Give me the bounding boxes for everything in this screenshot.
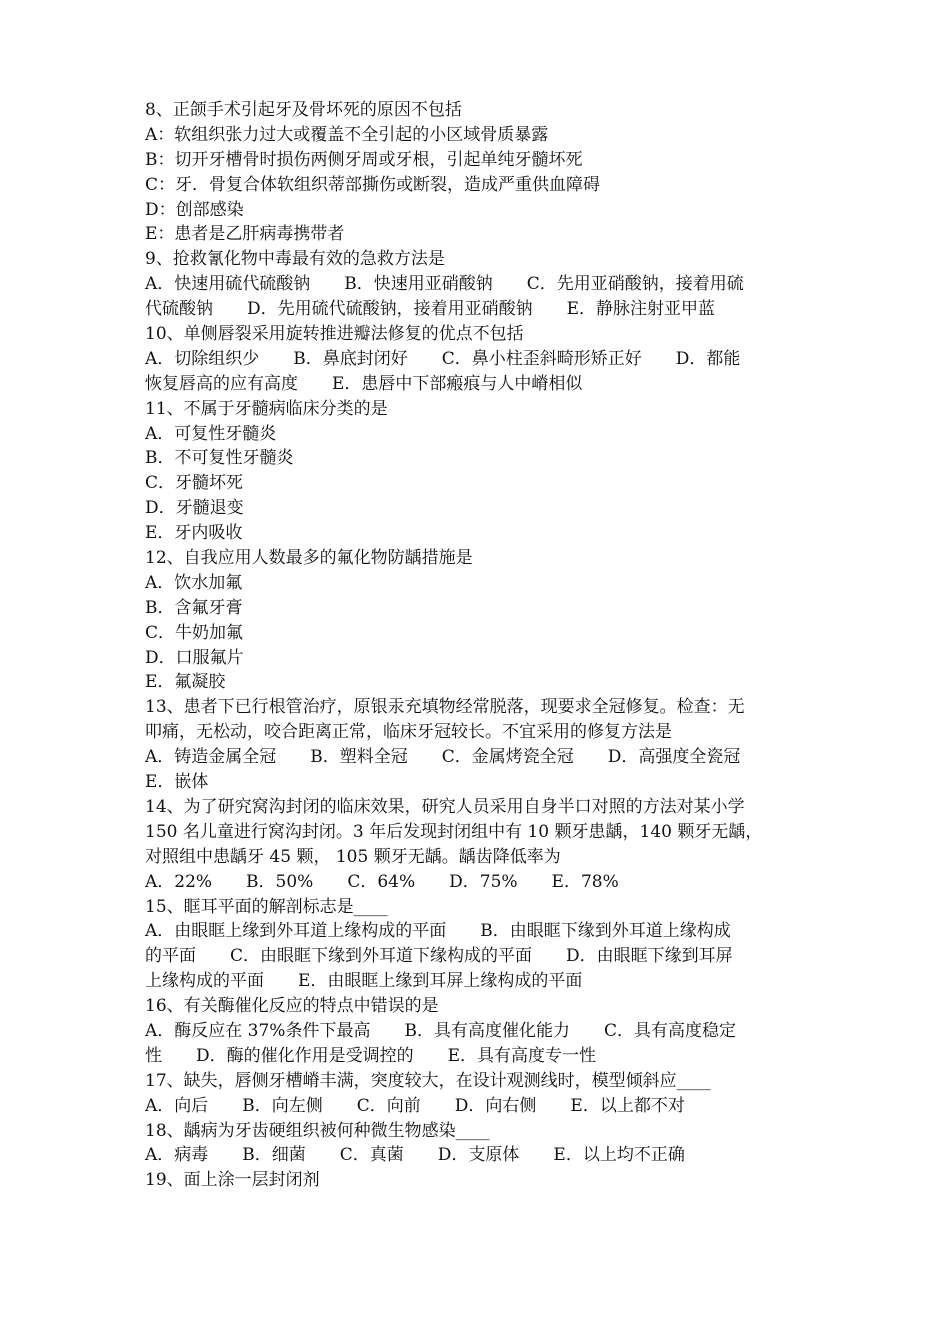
question-8-option-c: C：牙．骨复合体软组织蒂部撕伤或断裂，造成严重供血障碍 [145, 174, 601, 195]
question-12-option-e: E．氟凝胶 [145, 672, 226, 693]
question-12-option-c: C．牛奶加氟 [145, 622, 244, 643]
question-13-title-line-1: 13、患者下已行根管治疗，原银汞充填物经常脱落，现要求全冠修复。检查：无 [145, 697, 745, 718]
question-8-option-b: B：切开牙槽骨时损伤两侧牙周或牙根，引起单纯牙髓坏死 [145, 149, 583, 170]
question-10-title: 10、单侧唇裂采用旋转推进瓣法修复的优点不包括 [145, 324, 524, 345]
question-10-options-line-1: A．切除组织少 B．鼻底封闭好 C．鼻小柱歪斜畸形矫正好 D．都能 [145, 348, 741, 369]
exam-document [145, 98, 815, 1193]
question-15-title: 15、眶耳平面的解剖标志是____ [145, 896, 388, 917]
question-9-title: 9、抢救氰化物中毒最有效的急救方法是 [145, 249, 445, 270]
question-14-options: A．22% B．50% C．64% D．75% E．78% [145, 871, 619, 892]
question-12-option-d: D．口服氟片 [145, 647, 244, 668]
question-18-title: 18、龋病为牙齿硬组织被何种微生物感染____ [145, 1120, 490, 1141]
question-15-options-line-1: A．由眼眶上缘到外耳道上缘构成的平面 B．由眼眶下缘到外耳道上缘构成 [145, 921, 731, 942]
question-11-option-b: B．不可复性牙髓炎 [145, 448, 294, 469]
question-16-options-line-2: 性 D．酶的催化作用是受调控的 E．具有高度专一性 [145, 1045, 597, 1066]
question-16-title: 16、有关酶催化反应的特点中错误的是 [145, 996, 439, 1017]
question-19-title: 19、面上涂一层封闭剂 [145, 1170, 320, 1191]
question-18-options: A．病毒 B．细菌 C．真菌 D．支原体 E．以上均不正确 [145, 1145, 685, 1166]
question-11-option-e: E．牙内吸收 [145, 523, 243, 544]
question-13-options-line-2: E．嵌体 [145, 772, 209, 793]
question-16-options-line-1: A．酶反应在 37%条件下最高 B．具有高度催化能力 C．具有高度稳定 [145, 1020, 736, 1041]
question-14-title-line-3: 对照组中患龋牙 45 颗， 105 颗牙无龋。龋齿降低率为 [145, 846, 561, 867]
question-14-title-line-1: 14、为了研究窝沟封闭的临床效果，研究人员采用自身半口对照的方法对某小学 [145, 796, 745, 817]
question-9-options-line-1: A．快速用硫代硫酸钠 B．快速用亚硝酸钠 C．先用亚硝酸钠，接着用硫 [145, 274, 744, 295]
question-17-options: A．向后 B．向左侧 C．向前 D．向右侧 E．以上都不对 [145, 1095, 685, 1116]
question-8-option-d: D：创部感染 [145, 199, 244, 220]
question-12-title: 12、自我应用人数最多的氟化物防龋措施是 [145, 548, 473, 569]
question-8-option-a: A：软组织张力过大或覆盖不全引起的小区域骨质暴露 [145, 124, 549, 145]
question-8-option-e: E：患者是乙肝病毒携带者 [145, 224, 345, 245]
question-8-title: 8、正颌手术引起牙及骨坏死的原因不包括 [145, 100, 462, 120]
question-9-options-line-2: 代硫酸钠 D．先用硫代硫酸钠，接着用亚硝酸钠 E．静脉注射亚甲蓝 [145, 299, 716, 320]
question-11-title: 11、不属于牙髓病临床分类的是 [145, 398, 388, 419]
question-12-option-b: B．含氟牙膏 [145, 597, 243, 618]
question-11-option-c: C．牙髓坏死 [145, 473, 244, 494]
question-13-title-line-2: 叩痛，无松动，咬合距离正常，临床牙冠较长。不宜采用的修复方法是 [145, 722, 672, 743]
question-15-options-line-3: 上缘构成的平面 E．由眼眶上缘到耳屏上缘构成的平面 [145, 971, 583, 992]
question-15-options-line-2: 的平面 C．由眼眶下缘到外耳道下缘构成的平面 D．由眼眶下缘到耳屏 [145, 946, 733, 967]
question-12-option-a: A．饮水加氟 [145, 572, 243, 593]
question-11-option-d: D．牙髓退变 [145, 498, 244, 519]
question-10-options-line-2: 恢复唇高的应有高度 E．患唇中下部瘢痕与人中嵴相似 [145, 373, 583, 394]
question-17-title: 17、缺失，唇侧牙槽嵴丰满，突度较大，在设计观测线时，模型倾斜应____ [145, 1070, 711, 1091]
question-14-title-line-2: 150 名儿童进行窝沟封闭。3 年后发现封闭组中有 10 颗牙患龋，140 颗牙无龋， [145, 821, 763, 842]
question-11-option-a: A．可复性牙髓炎 [145, 423, 277, 444]
question-13-options-line-1: A．铸造金属全冠 B．塑料全冠 C．金属烤瓷全冠 D．高强度全瓷冠 [145, 747, 741, 768]
